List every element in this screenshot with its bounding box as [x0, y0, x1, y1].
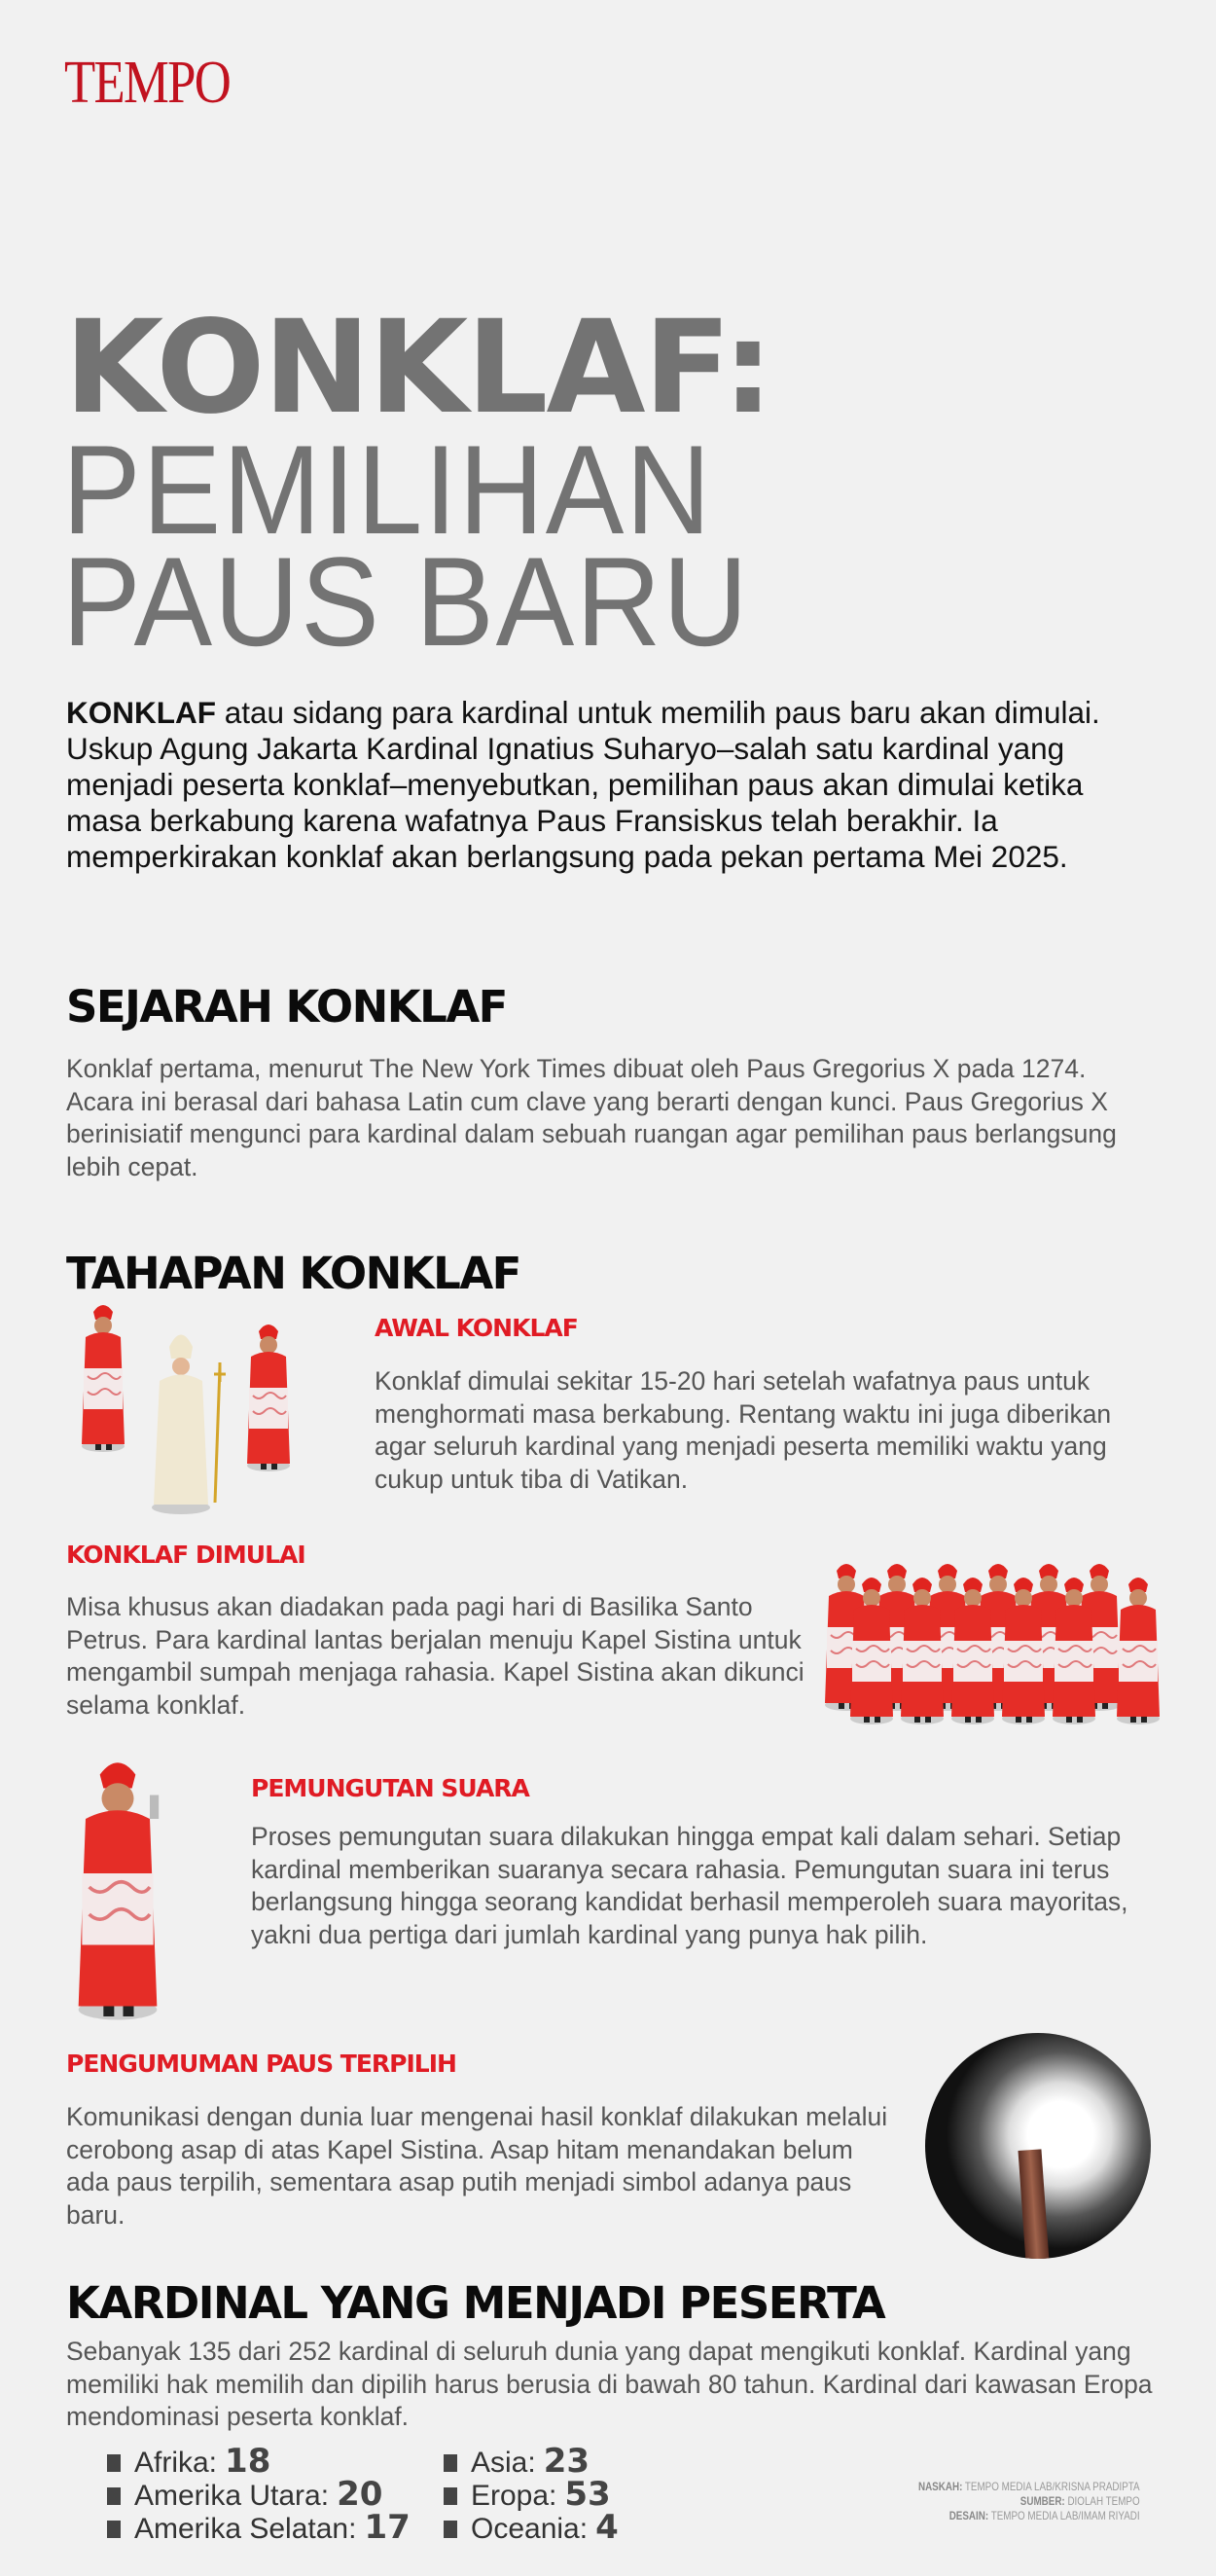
bullet-icon — [107, 2521, 121, 2538]
pope-and-cardinals-illustration — [74, 1298, 307, 1517]
region-count: 53 — [564, 2475, 611, 2514]
peserta-heading: KARDINAL YANG MENJADI PESERTA — [66, 2277, 885, 2329]
bullet-icon — [107, 2487, 121, 2505]
chimney-smoke-photo — [925, 2033, 1151, 2259]
step-text-konklaf-dimulai: Misa khusus akan diadakan pada pagi hari di Basilika Santo Petrus. Para kardinal lantas berjalan menuju Kapel Sistina untuk mengambil sumpah menjaga rahasia. Kapel Sistina akan dikunci selama konklaf. — [66, 1592, 805, 1720]
region-list-col2 — [444, 2442, 619, 2547]
region-count: 18 — [225, 2442, 271, 2481]
credits — [918, 2480, 1140, 2523]
credit-label: DESAIN: — [949, 2509, 989, 2522]
credit-label: NASKAH: — [918, 2480, 963, 2493]
bullet-icon — [444, 2521, 457, 2538]
region-count: 17 — [364, 2508, 411, 2547]
page-subtitle-line1: PEMILIHAN — [62, 418, 713, 561]
intro-lead: KONKLAF — [66, 695, 216, 730]
cardinals-procession-illustration — [817, 1557, 1172, 1727]
region-label: Afrika: — [134, 2447, 218, 2479]
credit-line — [918, 2480, 1140, 2494]
region-label: Oceania: — [471, 2513, 589, 2545]
credit-value: TEMPO MEDIA LAB/IMAM RIYADI — [988, 2509, 1140, 2522]
step-title-pengumuman: PENGUMUMAN PAUS TERPILIH — [66, 2050, 456, 2078]
region-item — [107, 2508, 411, 2547]
region-count: 23 — [543, 2442, 590, 2481]
tempo-logo: TEMPO — [64, 50, 231, 116]
sejarah-heading: SEJARAH KONKLAF — [66, 981, 507, 1033]
intro-text: atau sidang para kardinal untuk memilih paus baru akan dimulai. Uskup Agung Jakarta Kardinal Ignatius Suharyo–salah satu kardinal yang menjadi peserta konklaf–menyebutkan, pemilihan paus akan dimulai ketika masa berkabung karena wafatnya Paus Fransiskus telah berakhir. Ia memperkirakan konklaf akan berlangsung pada pekan pertama Mei 2025. — [66, 695, 1100, 874]
region-label: Amerika Selatan: — [134, 2513, 357, 2545]
region-count: 4 — [595, 2508, 619, 2547]
bullet-icon — [444, 2454, 457, 2472]
credit-line — [918, 2494, 1140, 2509]
step-title-pemungutan-suara: PEMUNGUTAN SUARA — [251, 1774, 529, 1802]
region-item — [107, 2442, 411, 2481]
region-item — [107, 2475, 411, 2514]
bullet-icon — [444, 2487, 457, 2505]
step-text-pengumuman: Komunikasi dengan dunia luar mengenai hasil konklaf dilakukan melalui cerobong asap di atas Kapel Sistina. Asap hitam menandakan belum ada paus terpilih, sementara asap putih menjadi simbol adanya paus baru. — [66, 2102, 888, 2230]
step-title-awal-konklaf: AWAL KONKLAF — [375, 1314, 578, 1342]
credit-line — [918, 2509, 1140, 2523]
page-title: KONKLAF: — [64, 293, 772, 443]
intro-paragraph — [66, 695, 1156, 875]
peserta-paragraph: Sebanyak 135 dari 252 kardinal di seluruh dunia yang dapat mengikuti konklaf. Kardinal yang memiliki hak memilih dan dipilih harus berusia di bawah 80 tahun. Kardinal dari kawasan Eropa mendominasi peserta konklaf. — [66, 2337, 1153, 2431]
step-text-pemungutan-suara: Proses pemungutan suara dilakukan hingga empat kali dalam sehari. Setiap kardinal memberikan suaranya secara rahasia. Pemungutan suara ini terus berlangsung hingga seorang kandidat berhasil memperoleh suara mayoritas, yakni dua pertiga dari jumlah kardinal yang punya hak pilih. — [251, 1822, 1128, 1949]
region-item — [444, 2442, 619, 2481]
step-text-awal-konklaf: Konklaf dimulai sekitar 15-20 hari setelah wafatnya paus untuk menghormati masa berkabung. Rentang waktu ini juga diberikan agar seluruh kardinal yang menjadi peserta memiliki waktu yang cukup untuk tiba di Vatikan. — [375, 1366, 1112, 1494]
credit-value: DIOLAH TEMPO — [1065, 2494, 1140, 2508]
tahapan-heading: TAHAPAN KONKLAF — [66, 1248, 520, 1299]
region-label: Amerika Utara: — [134, 2480, 330, 2512]
region-label: Asia: — [471, 2447, 536, 2479]
credit-label: SUMBER: — [1020, 2494, 1066, 2508]
region-item — [444, 2508, 619, 2547]
credit-value: TEMPO MEDIA LAB/KRISNA PRADIPTA — [962, 2480, 1140, 2493]
region-list-col1 — [107, 2442, 411, 2547]
bullet-icon — [107, 2454, 121, 2472]
sejarah-paragraph: Konklaf pertama, menurut The New York Times dibuat oleh Paus Gregorius X pada 1274. Acara ini berasal dari bahasa Latin cum clave yang berarti dengan kunci. Paus Gregorius X berinisiatif mengunci para kardinal dalam sebuah ruangan agar pemilihan paus berlangsung lebih cepat. — [66, 1054, 1117, 1181]
voting-cardinal-illustration — [64, 1751, 171, 2023]
region-item — [444, 2475, 619, 2514]
page-subtitle-line2: PAUS BARU — [62, 530, 750, 672]
step-title-konklaf-dimulai: KONKLAF DIMULAI — [66, 1541, 305, 1569]
region-label: Eropa: — [471, 2480, 557, 2512]
region-count: 20 — [337, 2475, 383, 2514]
